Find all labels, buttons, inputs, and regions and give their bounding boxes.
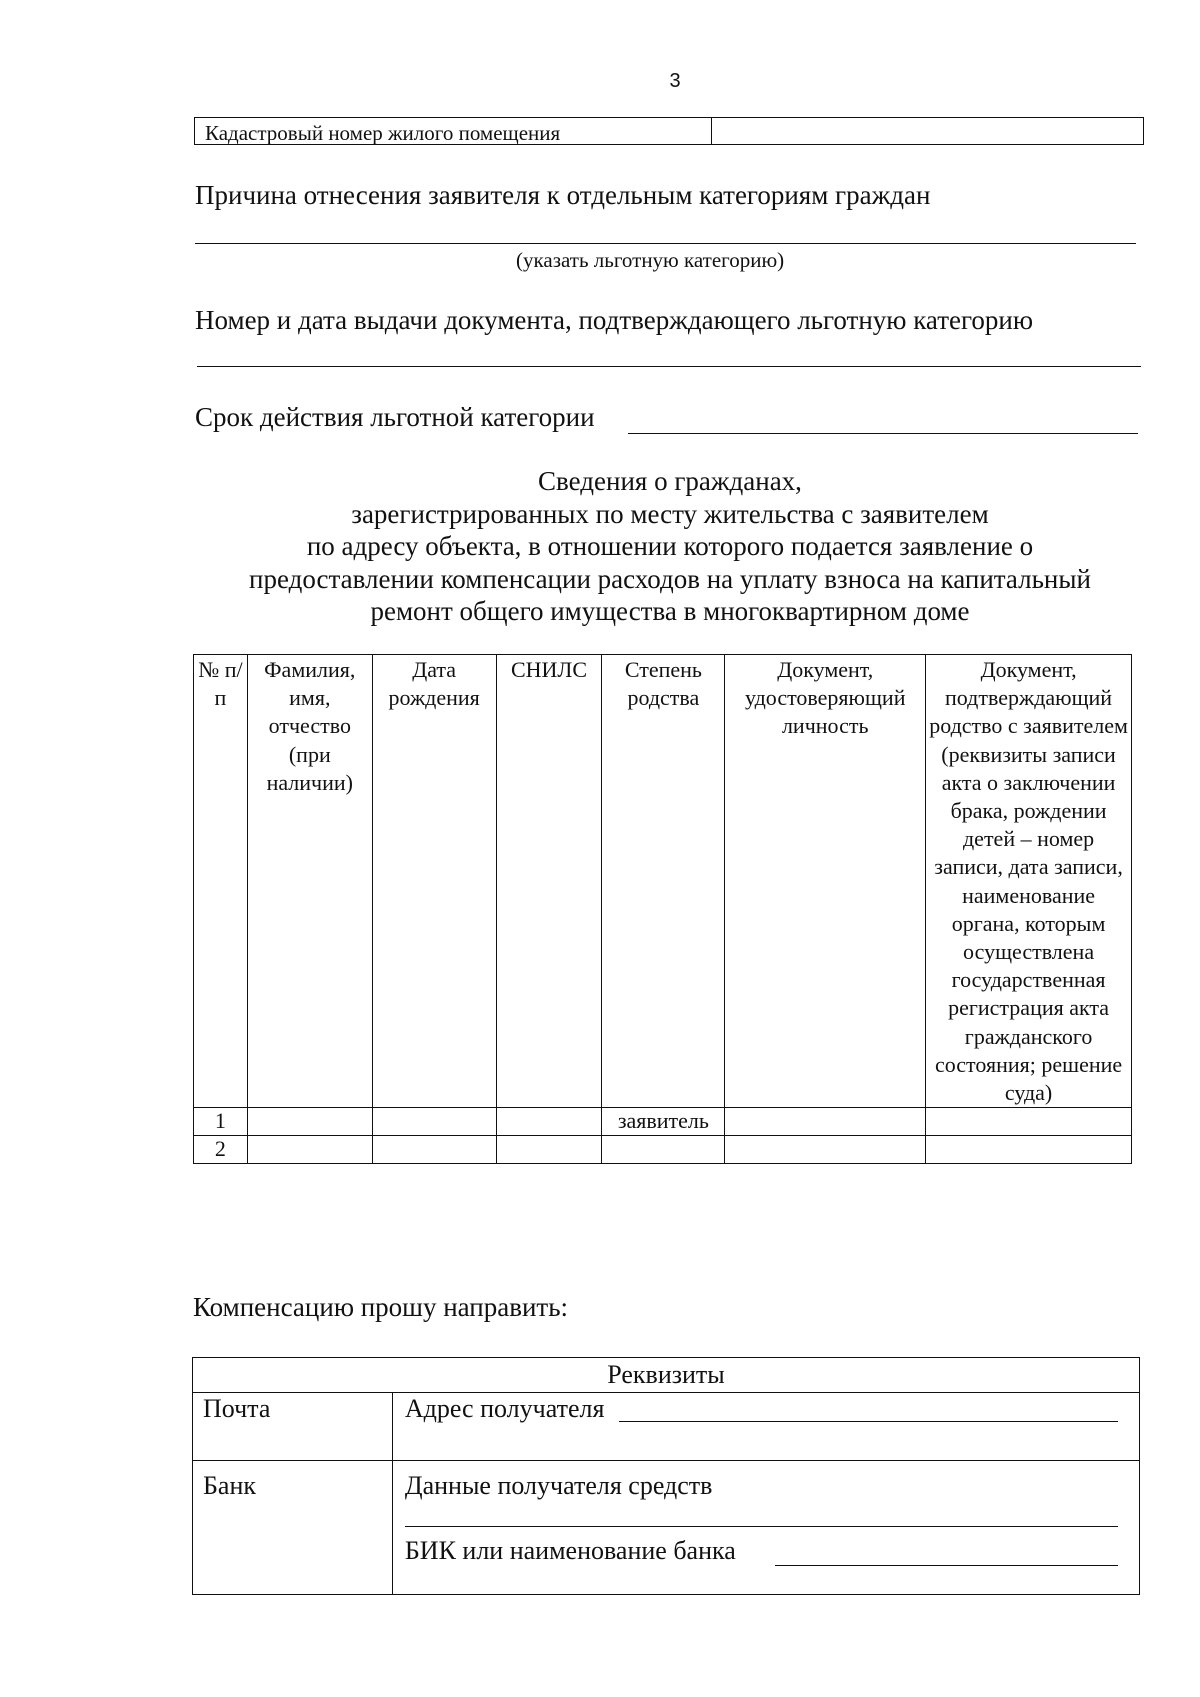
row-2-snils-cell[interactable] [496, 1136, 602, 1164]
bank-recipient-label: Данные получателя средств [404, 1471, 713, 1500]
citizens-title-line-1: Сведения о гражданах, [538, 466, 802, 496]
row-1-kinship-document-cell[interactable] [926, 1108, 1132, 1136]
header-full-name: Фамилия, имя, отчество (при наличии) [247, 655, 372, 1108]
reason-label: Причина отнесения заявителя к отдельным категориям граждан [195, 180, 931, 210]
row-2-relationship-cell[interactable] [602, 1136, 725, 1164]
cadastral-label: Кадастровый номер жилого помещения [205, 121, 561, 145]
row-2-number: 2 [194, 1136, 248, 1164]
row-1-number: 1 [194, 1108, 248, 1136]
bank-bik-label: БИК или наименование банка [404, 1536, 736, 1565]
row-2-full-name-cell[interactable] [247, 1136, 372, 1164]
row-1-snils-cell[interactable] [496, 1108, 602, 1136]
row-1-birth-date-cell[interactable] [372, 1108, 496, 1136]
bank-label: Банк [193, 1461, 393, 1595]
citizens-title-line-4: предоставлении компенсации расходов на уплату взноса на капитальный [249, 563, 1091, 594]
mail-address-fill-line[interactable] [619, 1421, 1118, 1422]
document-info-fill-line[interactable] [197, 366, 1141, 367]
row-2-birth-date-cell[interactable] [372, 1136, 496, 1164]
compensation-label: Компенсацию прошу направить: [193, 1292, 569, 1322]
bank-bik-fill-line[interactable] [775, 1565, 1118, 1566]
row-2-identity-document-cell[interactable] [725, 1136, 926, 1164]
requisites-bank-row [193, 1461, 1140, 1595]
citizens-title-line-5: ремонт общего имущества в многоквартирном доме [370, 596, 970, 627]
header-kinship-document: Документ, подтверждающий родство с заявителем (реквизиты записи акта о заключении брака, рождении детей – номер записи, дата записи, наименование органа, которым осуществлена государственная регистрация акта гражданского состояния; решение суда) [926, 655, 1132, 1108]
header-identity-document: Документ, удостоверяющий личность [725, 655, 926, 1108]
citizens-title [190, 465, 1150, 628]
cadastral-table [194, 117, 1144, 145]
mail-address-label: Адрес получателя [404, 1394, 605, 1423]
requisites-header-row [193, 1358, 1140, 1393]
requisites-header: Реквизиты [193, 1358, 1140, 1393]
row-1-identity-document-cell[interactable] [725, 1108, 926, 1136]
citizens-table-header-row [194, 655, 1132, 1108]
mail-label: Почта [193, 1393, 393, 1461]
header-snils: СНИЛС [496, 655, 602, 1108]
reason-hint: (указать льготную категорию) [516, 248, 785, 272]
row-1-full-name-cell[interactable] [247, 1108, 372, 1136]
header-relationship: Степень родства [602, 655, 725, 1108]
row-1-relationship-cell: заявитель [602, 1108, 725, 1136]
mail-details [392, 1393, 1139, 1461]
bank-details [392, 1461, 1139, 1595]
validity-label: Срок действия льготной категории [195, 402, 595, 432]
requisites-table [192, 1357, 1140, 1595]
document-info-label: Номер и дата выдачи документа, подтверждающего льготную категорию [195, 305, 1034, 335]
header-birth-date: Дата рождения [372, 655, 496, 1108]
page-number: 3 [669, 70, 681, 92]
row-2-kinship-document-cell[interactable] [926, 1136, 1132, 1164]
reason-fill-line[interactable] [195, 243, 1136, 244]
citizens-table [193, 654, 1132, 1164]
validity-fill-line[interactable] [628, 433, 1138, 434]
table-row [194, 1108, 1132, 1136]
bank-recipient-fill-line[interactable] [405, 1526, 1118, 1527]
citizens-title-line-3: по адресу объекта, в отношении которого подается заявление о [306, 531, 1034, 562]
table-row [194, 1136, 1132, 1164]
citizens-title-line-2: зарегистрированных по месту жительства с заявителем [351, 498, 989, 529]
requisites-mail-row [193, 1393, 1140, 1461]
cadastral-divider [711, 118, 712, 144]
header-number: № п/п [194, 655, 248, 1108]
